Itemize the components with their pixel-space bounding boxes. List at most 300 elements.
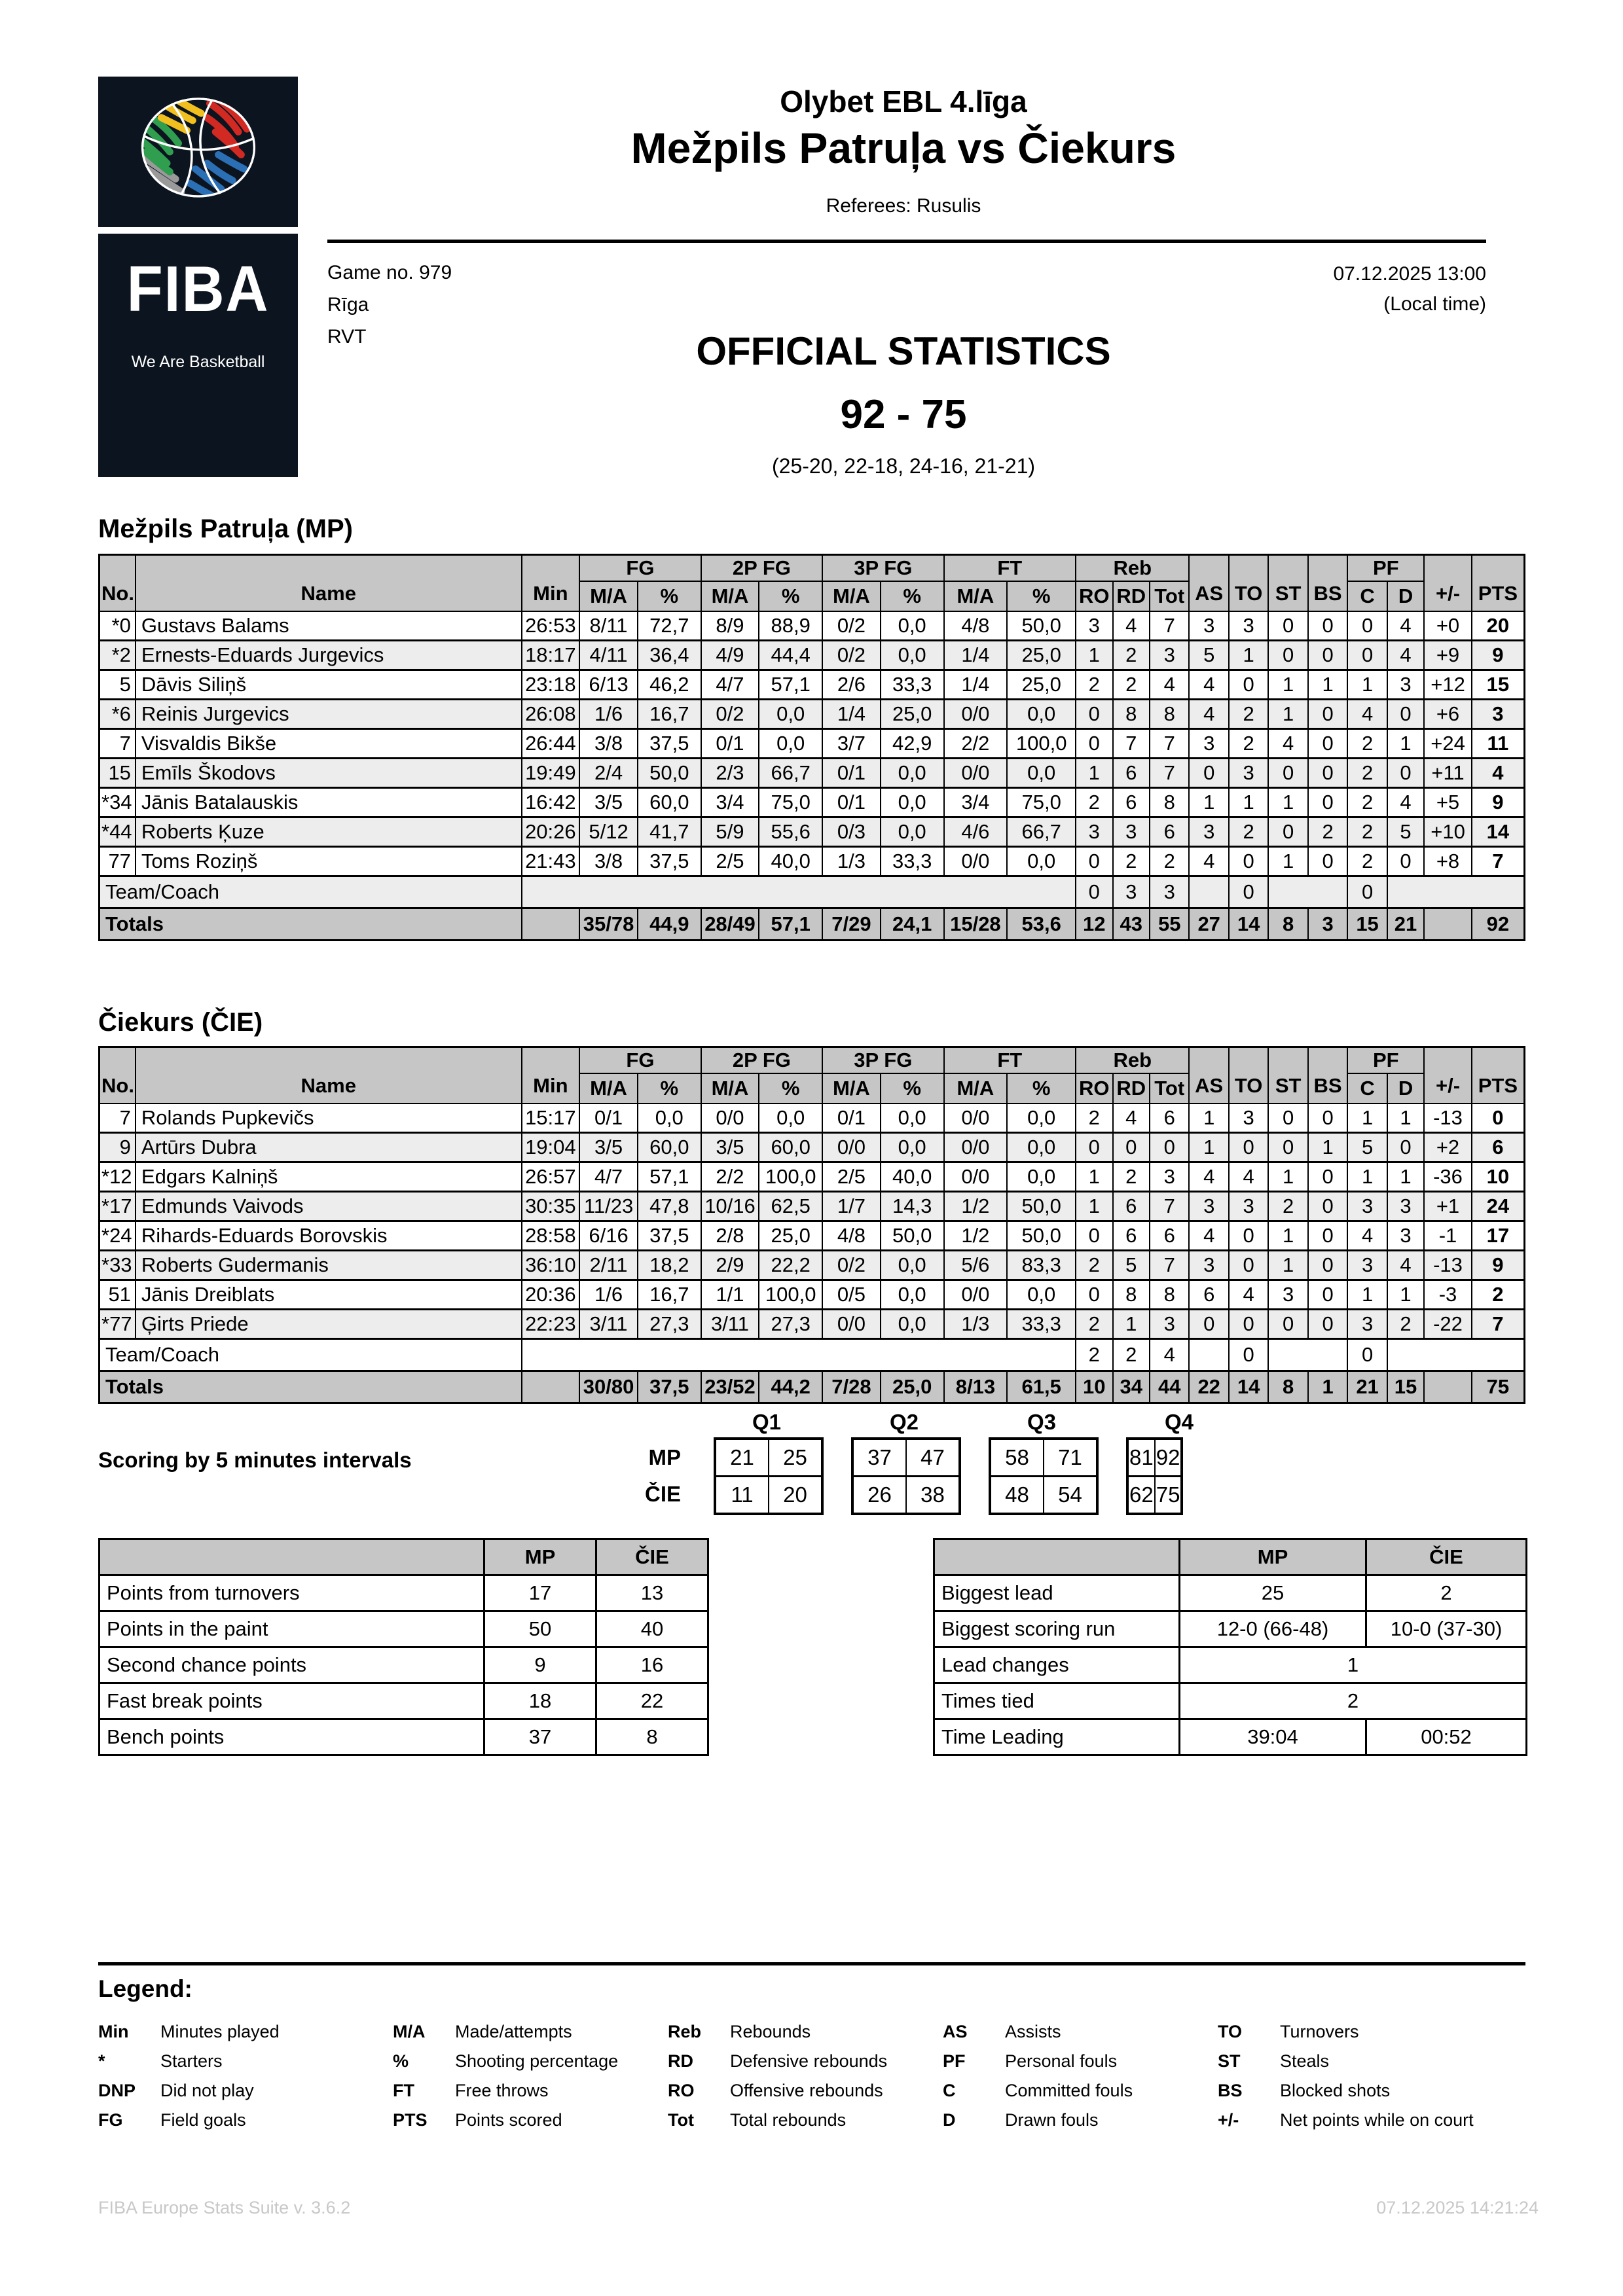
cell-fg-pct: 60,0 [638, 1133, 701, 1162]
empty-cell [1268, 876, 1347, 908]
legend-term: BS [1218, 2081, 1243, 2100]
cell-ro: 0 [1076, 729, 1112, 759]
cell-plusminus: +11 [1424, 759, 1472, 788]
cell-2p-pct: 60,0 [759, 1133, 822, 1162]
stat-mp: 18 [484, 1683, 596, 1719]
fiba-tagline: We Are Basketball [131, 353, 265, 371]
col-as: AS [1189, 1047, 1228, 1104]
cell-3p-pct: 0,0 [881, 1251, 944, 1280]
col-rd: RD [1113, 581, 1150, 611]
cell-rd: 3 [1113, 876, 1150, 908]
cell-bs: 0 [1308, 1192, 1347, 1221]
player-number: 77 [100, 847, 136, 876]
cell-rd: 4 [1113, 1103, 1150, 1133]
stat-label: Biggest lead [934, 1575, 1180, 1611]
q3-cie-end: 54 [1044, 1477, 1097, 1515]
cell-as: 3 [1189, 817, 1228, 847]
points-breakdown-table [98, 1538, 709, 1756]
cell-plusminus: -1 [1424, 1221, 1472, 1251]
totals-ft-ma: 8/13 [944, 1371, 1008, 1403]
cell-fg-pct: 57,1 [638, 1162, 701, 1192]
player-number: 7 [100, 729, 136, 759]
cell-fg-ma: 3/5 [579, 788, 638, 817]
matchup-title: Mežpils Patruļa vs Čiekurs [630, 124, 1176, 172]
cell-fg-ma: 0/1 [579, 1103, 638, 1133]
cell-2p-ma: 4/7 [701, 670, 759, 700]
col-3p-pct: % [881, 1073, 944, 1103]
legend-def: Starters [160, 2051, 223, 2071]
cell-d: 1 [1387, 1162, 1424, 1192]
cell-3p-pct: 14,3 [881, 1192, 944, 1221]
q4-cie-end: 75 [1155, 1477, 1182, 1515]
cell-rd: 2 [1113, 1339, 1150, 1371]
cell-3p-pct: 25,0 [881, 700, 944, 729]
cell-pts: 15 [1472, 670, 1525, 700]
cell-d: 3 [1387, 1192, 1424, 1221]
totals-fg-ma: 30/80 [579, 1371, 638, 1403]
totals-c: 21 [1347, 1371, 1387, 1403]
cell-rd: 2 [1113, 847, 1150, 876]
legend-def: Minutes played [160, 2022, 280, 2041]
header-divider [327, 240, 1486, 243]
col-plusminus: +/- [1424, 1047, 1472, 1104]
totals-to: 14 [1229, 1371, 1268, 1403]
q1-mp-5min: 21 [715, 1439, 769, 1477]
q3-cie-5min: 48 [990, 1477, 1044, 1515]
cell-fg-ma: 6/16 [579, 1221, 638, 1251]
player-number: 7 [100, 1103, 136, 1133]
cell-bs: 2 [1308, 817, 1347, 847]
stat-cie: 10-0 (37-30) [1366, 1611, 1527, 1647]
cell-3p-ma: 0/1 [822, 788, 881, 817]
cell-plusminus: +0 [1424, 611, 1472, 641]
legend-column [98, 2017, 393, 2135]
cell-st: 2 [1268, 1192, 1307, 1221]
cell-ro: 2 [1076, 670, 1112, 700]
legend-def: Total rebounds [730, 2110, 847, 2130]
legend-term: RO [668, 2081, 695, 2100]
totals-ro: 10 [1076, 1371, 1112, 1403]
cell-rd: 6 [1113, 759, 1150, 788]
player-number: *0 [100, 611, 136, 641]
cell-to: 0 [1229, 876, 1268, 908]
cell-plusminus: +1 [1424, 1192, 1472, 1221]
cell-ft-pct: 66,7 [1007, 817, 1076, 847]
cell-rd: 1 [1113, 1310, 1150, 1339]
player-row [100, 729, 1525, 759]
cell-ro: 3 [1076, 611, 1112, 641]
legend-term: RD [668, 2051, 693, 2071]
legend-def: Defensive rebounds [730, 2051, 888, 2071]
player-row [100, 1221, 1525, 1251]
q4-mp-5min: 81 [1127, 1439, 1155, 1477]
cell-min: 36:10 [522, 1251, 580, 1280]
cell-to: 4 [1229, 1280, 1268, 1310]
cell-fg-ma: 1/6 [579, 1280, 638, 1310]
legend-def: Offensive rebounds [730, 2081, 883, 2100]
totals-as: 27 [1189, 908, 1228, 941]
legend-def: Net points while on court [1280, 2110, 1474, 2130]
col-3p-ma: M/A [822, 1073, 881, 1103]
cell-2p-ma: 2/9 [701, 1251, 759, 1280]
cell-to: 4 [1229, 1162, 1268, 1192]
cell-st: 1 [1268, 847, 1307, 876]
empty-cell [522, 876, 1076, 908]
cell-to: 3 [1229, 759, 1268, 788]
player-number: *34 [100, 788, 136, 817]
cell-tot: 3 [1150, 1162, 1190, 1192]
cell-st: 1 [1268, 1221, 1307, 1251]
cell-c: 4 [1347, 1221, 1387, 1251]
stat-mp: 50 [484, 1611, 596, 1647]
col-to: TO [1229, 555, 1268, 612]
cell-c: 3 [1347, 1251, 1387, 1280]
stat-cie: 22 [596, 1683, 708, 1719]
q2-cie-5min: 26 [852, 1477, 906, 1515]
stat-mp: 25 [1180, 1575, 1366, 1611]
cell-c: 3 [1347, 1192, 1387, 1221]
legend-def: Rebounds [730, 2022, 811, 2041]
cell-pts: 14 [1472, 817, 1525, 847]
team-coach-label: Team/Coach [100, 876, 522, 908]
cell-as: 3 [1189, 1251, 1228, 1280]
cell-d: 1 [1387, 1280, 1424, 1310]
totals-fg-pct: 44,9 [638, 908, 701, 941]
cell-fg-pct: 41,7 [638, 817, 701, 847]
legend-term: * [98, 2051, 105, 2071]
fiba-logo-text-box [98, 234, 298, 477]
cell-plusminus: -36 [1424, 1162, 1472, 1192]
stat-label: Bench points [100, 1719, 484, 1755]
empty-header [100, 1539, 484, 1575]
cell-3p-ma: 0/0 [822, 1133, 881, 1162]
cell-fg-ma: 1/6 [579, 700, 638, 729]
player-number: 5 [100, 670, 136, 700]
cell-st: 0 [1268, 611, 1307, 641]
col-2p-pct: % [759, 581, 822, 611]
col-2p-ma: M/A [701, 1073, 759, 1103]
col-group-fg: FG [579, 555, 701, 582]
cell-pts: 9 [1472, 641, 1525, 670]
cell-3p-ma: 0/3 [822, 817, 881, 847]
cell-fg-ma: 3/5 [579, 1133, 638, 1162]
empty-cell [1189, 876, 1228, 908]
cell-2p-ma: 0/1 [701, 729, 759, 759]
cell-fg-pct: 47,8 [638, 1192, 701, 1221]
q4-mp-end: 92 [1155, 1439, 1182, 1477]
cell-2p-ma: 3/11 [701, 1310, 759, 1339]
cell-tot: 8 [1150, 700, 1190, 729]
cell-ft-pct: 0,0 [1007, 700, 1076, 729]
cell-2p-ma: 3/5 [701, 1133, 759, 1162]
totals-bs: 1 [1308, 1371, 1347, 1403]
col-mp: MP [1180, 1539, 1366, 1575]
player-number: 51 [100, 1280, 136, 1310]
col-no: No. [100, 1047, 136, 1104]
legend-def: Did not play [160, 2081, 254, 2100]
cell-3p-pct: 0,0 [881, 1280, 944, 1310]
cell-ft-pct: 75,0 [1007, 788, 1076, 817]
totals-as: 22 [1189, 1371, 1228, 1403]
cell-fg-pct: 16,7 [638, 1280, 701, 1310]
cell-bs: 1 [1308, 1133, 1347, 1162]
cell-2p-ma: 1/1 [701, 1280, 759, 1310]
date-info [1333, 259, 1486, 319]
cell-fg-ma: 4/7 [579, 1162, 638, 1192]
mp-team-title: Mežpils Patruļa (MP) [98, 514, 353, 543]
cell-fg-ma: 2/11 [579, 1251, 638, 1280]
q1-mp-end: 25 [769, 1439, 822, 1477]
cell-ft-pct: 100,0 [1007, 729, 1076, 759]
col-c: C [1347, 1073, 1387, 1103]
stat-label: Time Leading [934, 1719, 1180, 1755]
cell-tot: 6 [1150, 817, 1190, 847]
stat-mp: 12-0 (66-48) [1180, 1611, 1366, 1647]
cell-tot: 7 [1150, 611, 1190, 641]
totals-label: Totals [100, 1371, 522, 1403]
cell-min: 20:26 [522, 817, 580, 847]
totals-ro: 12 [1076, 908, 1112, 941]
cell-min: 20:36 [522, 1280, 580, 1310]
cell-fg-pct: 37,5 [638, 729, 701, 759]
cell-3p-pct: 0,0 [881, 788, 944, 817]
cell-min: 26:08 [522, 700, 580, 729]
cell-c: 2 [1347, 759, 1387, 788]
cell-plusminus: -22 [1424, 1310, 1472, 1339]
player-row [100, 1192, 1525, 1221]
q3-mp-5min: 58 [990, 1439, 1044, 1477]
cell-min: 16:42 [522, 788, 580, 817]
cell-3p-pct: 40,0 [881, 1162, 944, 1192]
cell-fg-ma: 3/11 [579, 1310, 638, 1339]
empty-cell [1424, 1371, 1472, 1403]
cell-tot: 8 [1150, 788, 1190, 817]
cell-bs: 0 [1308, 611, 1347, 641]
cell-c: 1 [1347, 1103, 1387, 1133]
q3-mp-end: 71 [1044, 1439, 1097, 1477]
player-row [100, 670, 1525, 700]
cell-rd: 3 [1113, 817, 1150, 847]
totals-row [100, 1371, 1525, 1403]
player-row [100, 611, 1525, 641]
q2-label: Q2 [889, 1410, 919, 1434]
cell-st: 1 [1268, 788, 1307, 817]
team-coach-row [100, 876, 1525, 908]
table-row [934, 1719, 1527, 1755]
cell-d: 0 [1387, 1133, 1424, 1162]
empty-cell [1268, 1339, 1347, 1371]
totals-c: 15 [1347, 908, 1387, 941]
cell-2p-pct: 0,0 [759, 700, 822, 729]
legend-term: +/- [1218, 2110, 1239, 2130]
game-datetime: 07.12.2025 13:00 [1333, 263, 1486, 285]
stat-label: Second chance points [100, 1647, 484, 1683]
cell-plusminus: +6 [1424, 700, 1472, 729]
cell-ro: 1 [1076, 1192, 1112, 1221]
cell-2p-pct: 75,0 [759, 788, 822, 817]
stat-cie: 16 [596, 1647, 708, 1683]
cell-2p-pct: 44,4 [759, 641, 822, 670]
cell-c: 2 [1347, 788, 1387, 817]
fiba-ball-icon [107, 81, 290, 223]
player-row [100, 759, 1525, 788]
totals-rd: 43 [1113, 908, 1150, 941]
cell-to: 2 [1229, 700, 1268, 729]
cell-c: 0 [1347, 611, 1387, 641]
player-name: Rihards-Eduards Borovskis [136, 1221, 522, 1251]
player-row [100, 641, 1525, 670]
cell-tot: 6 [1150, 1103, 1190, 1133]
player-row [100, 1133, 1525, 1162]
cell-c: 4 [1347, 700, 1387, 729]
cell-2p-pct: 62,5 [759, 1192, 822, 1221]
table-row [100, 1683, 708, 1719]
cell-min: 26:53 [522, 611, 580, 641]
cell-plusminus: +8 [1424, 847, 1472, 876]
col-group-reb: Reb [1076, 1047, 1189, 1074]
col-2p-pct: % [759, 1073, 822, 1103]
cell-d: 4 [1387, 788, 1424, 817]
empty-cell [1387, 876, 1525, 908]
scoring-intervals-section [98, 1407, 1194, 1522]
legend-column [393, 2017, 668, 2135]
cell-ft-ma: 0/0 [944, 1103, 1008, 1133]
cell-pts: 2 [1472, 1280, 1525, 1310]
col-group-reb: Reb [1076, 555, 1189, 582]
totals-pts: 92 [1472, 908, 1525, 941]
cell-3p-ma: 2/6 [822, 670, 881, 700]
stat-mp: 39:04 [1180, 1719, 1366, 1755]
cell-as: 0 [1189, 1310, 1228, 1339]
cell-d: 3 [1387, 1221, 1424, 1251]
col-name: Name [136, 1047, 522, 1104]
cell-ft-ma: 4/8 [944, 611, 1008, 641]
player-number: *44 [100, 817, 136, 847]
cell-fg-pct: 46,2 [638, 670, 701, 700]
cell-3p-pct: 33,3 [881, 670, 944, 700]
cell-fg-ma: 5/12 [579, 817, 638, 847]
stat-label: Biggest scoring run [934, 1611, 1180, 1647]
cell-bs: 0 [1308, 641, 1347, 670]
col-group-ft: FT [944, 555, 1076, 582]
legend-term: FG [98, 2110, 123, 2130]
totals-ft-ma: 15/28 [944, 908, 1008, 941]
player-number: 15 [100, 759, 136, 788]
cell-2p-pct: 22,2 [759, 1251, 822, 1280]
cell-3p-pct: 0,0 [881, 1310, 944, 1339]
cell-bs: 0 [1308, 1103, 1347, 1133]
footer-print-timestamp: 07.12.2025 14:21:24 [1376, 2198, 1539, 2217]
col-name: Name [136, 555, 522, 612]
stat-mp: 37 [484, 1719, 596, 1755]
player-name: Jānis Dreiblats [136, 1280, 522, 1310]
cell-bs: 0 [1308, 788, 1347, 817]
cell-ro: 2 [1076, 1339, 1112, 1371]
legend-def: Drawn fouls [1005, 2110, 1099, 2130]
page-footer [98, 2198, 1539, 2218]
col-group-fg: FG [579, 1047, 701, 1074]
cell-d: 0 [1387, 700, 1424, 729]
cell-d: 3 [1387, 670, 1424, 700]
cell-c: 1 [1347, 1162, 1387, 1192]
cell-d: 4 [1387, 611, 1424, 641]
cell-tot: 2 [1150, 847, 1190, 876]
col-ft-ma: M/A [944, 581, 1008, 611]
cell-ro: 0 [1076, 876, 1112, 908]
cell-to: 3 [1229, 1103, 1268, 1133]
cell-fg-pct: 37,5 [638, 847, 701, 876]
cell-bs: 0 [1308, 1251, 1347, 1280]
cell-to: 2 [1229, 729, 1268, 759]
totals-2p-pct: 57,1 [759, 908, 822, 941]
cell-bs: 0 [1308, 847, 1347, 876]
player-number: *24 [100, 1221, 136, 1251]
cell-min: 26:57 [522, 1162, 580, 1192]
stat-label: Fast break points [100, 1683, 484, 1719]
cell-ft-ma: 1/4 [944, 670, 1008, 700]
cell-fg-pct: 27,3 [638, 1310, 701, 1339]
cell-as: 4 [1189, 700, 1228, 729]
cell-2p-ma: 5/9 [701, 817, 759, 847]
cell-st: 1 [1268, 1162, 1307, 1192]
cell-2p-ma: 0/0 [701, 1103, 759, 1133]
cell-to: 3 [1229, 611, 1268, 641]
player-name: Visvaldis Bikše [136, 729, 522, 759]
cell-fg-ma: 11/23 [579, 1192, 638, 1221]
cell-min: 28:58 [522, 1221, 580, 1251]
legend-def: Committed fouls [1005, 2081, 1133, 2100]
cell-plusminus: +5 [1424, 788, 1472, 817]
cell-plusminus: +2 [1424, 1133, 1472, 1162]
cell-fg-pct: 18,2 [638, 1251, 701, 1280]
col-3p-ma: M/A [822, 581, 881, 611]
game-venue: RVT [327, 326, 367, 348]
col-ro: RO [1076, 1073, 1112, 1103]
cell-ft-pct: 0,0 [1007, 759, 1076, 788]
totals-label: Totals [100, 908, 522, 941]
cell-3p-ma: 0/5 [822, 1280, 881, 1310]
legend-term: Min [98, 2022, 129, 2041]
cell-2p-pct: 66,7 [759, 759, 822, 788]
totals-2p-ma: 28/49 [701, 908, 759, 941]
legend-def: Steals [1280, 2051, 1330, 2071]
cell-ro: 2 [1076, 1103, 1112, 1133]
legend-term: Tot [668, 2110, 694, 2130]
cell-ft-ma: 4/6 [944, 817, 1008, 847]
cell-ft-ma: 1/3 [944, 1310, 1008, 1339]
col-as: AS [1189, 555, 1228, 612]
player-name: Emīls Škodovs [136, 759, 522, 788]
cell-ft-ma: 0/0 [944, 1280, 1008, 1310]
legend-def: Personal fouls [1005, 2051, 1118, 2071]
totals-to: 14 [1229, 908, 1268, 941]
col-group-3pfg: 3P FG [822, 555, 943, 582]
cell-plusminus: +10 [1424, 817, 1472, 847]
legend-def: Blocked shots [1280, 2081, 1391, 2100]
cell-tot: 3 [1150, 876, 1190, 908]
col-ft-pct: % [1007, 1073, 1076, 1103]
cell-2p-ma: 2/5 [701, 847, 759, 876]
col-ft-ma: M/A [944, 1073, 1008, 1103]
legend-term: FT [393, 2081, 414, 2100]
col-fg-pct: % [638, 1073, 701, 1103]
cell-plusminus: -13 [1424, 1103, 1472, 1133]
cell-min: 22:23 [522, 1310, 580, 1339]
cell-to: 1 [1229, 788, 1268, 817]
cell-min: 21:43 [522, 847, 580, 876]
cell-ro: 2 [1076, 788, 1112, 817]
cell-c: 1 [1347, 670, 1387, 700]
